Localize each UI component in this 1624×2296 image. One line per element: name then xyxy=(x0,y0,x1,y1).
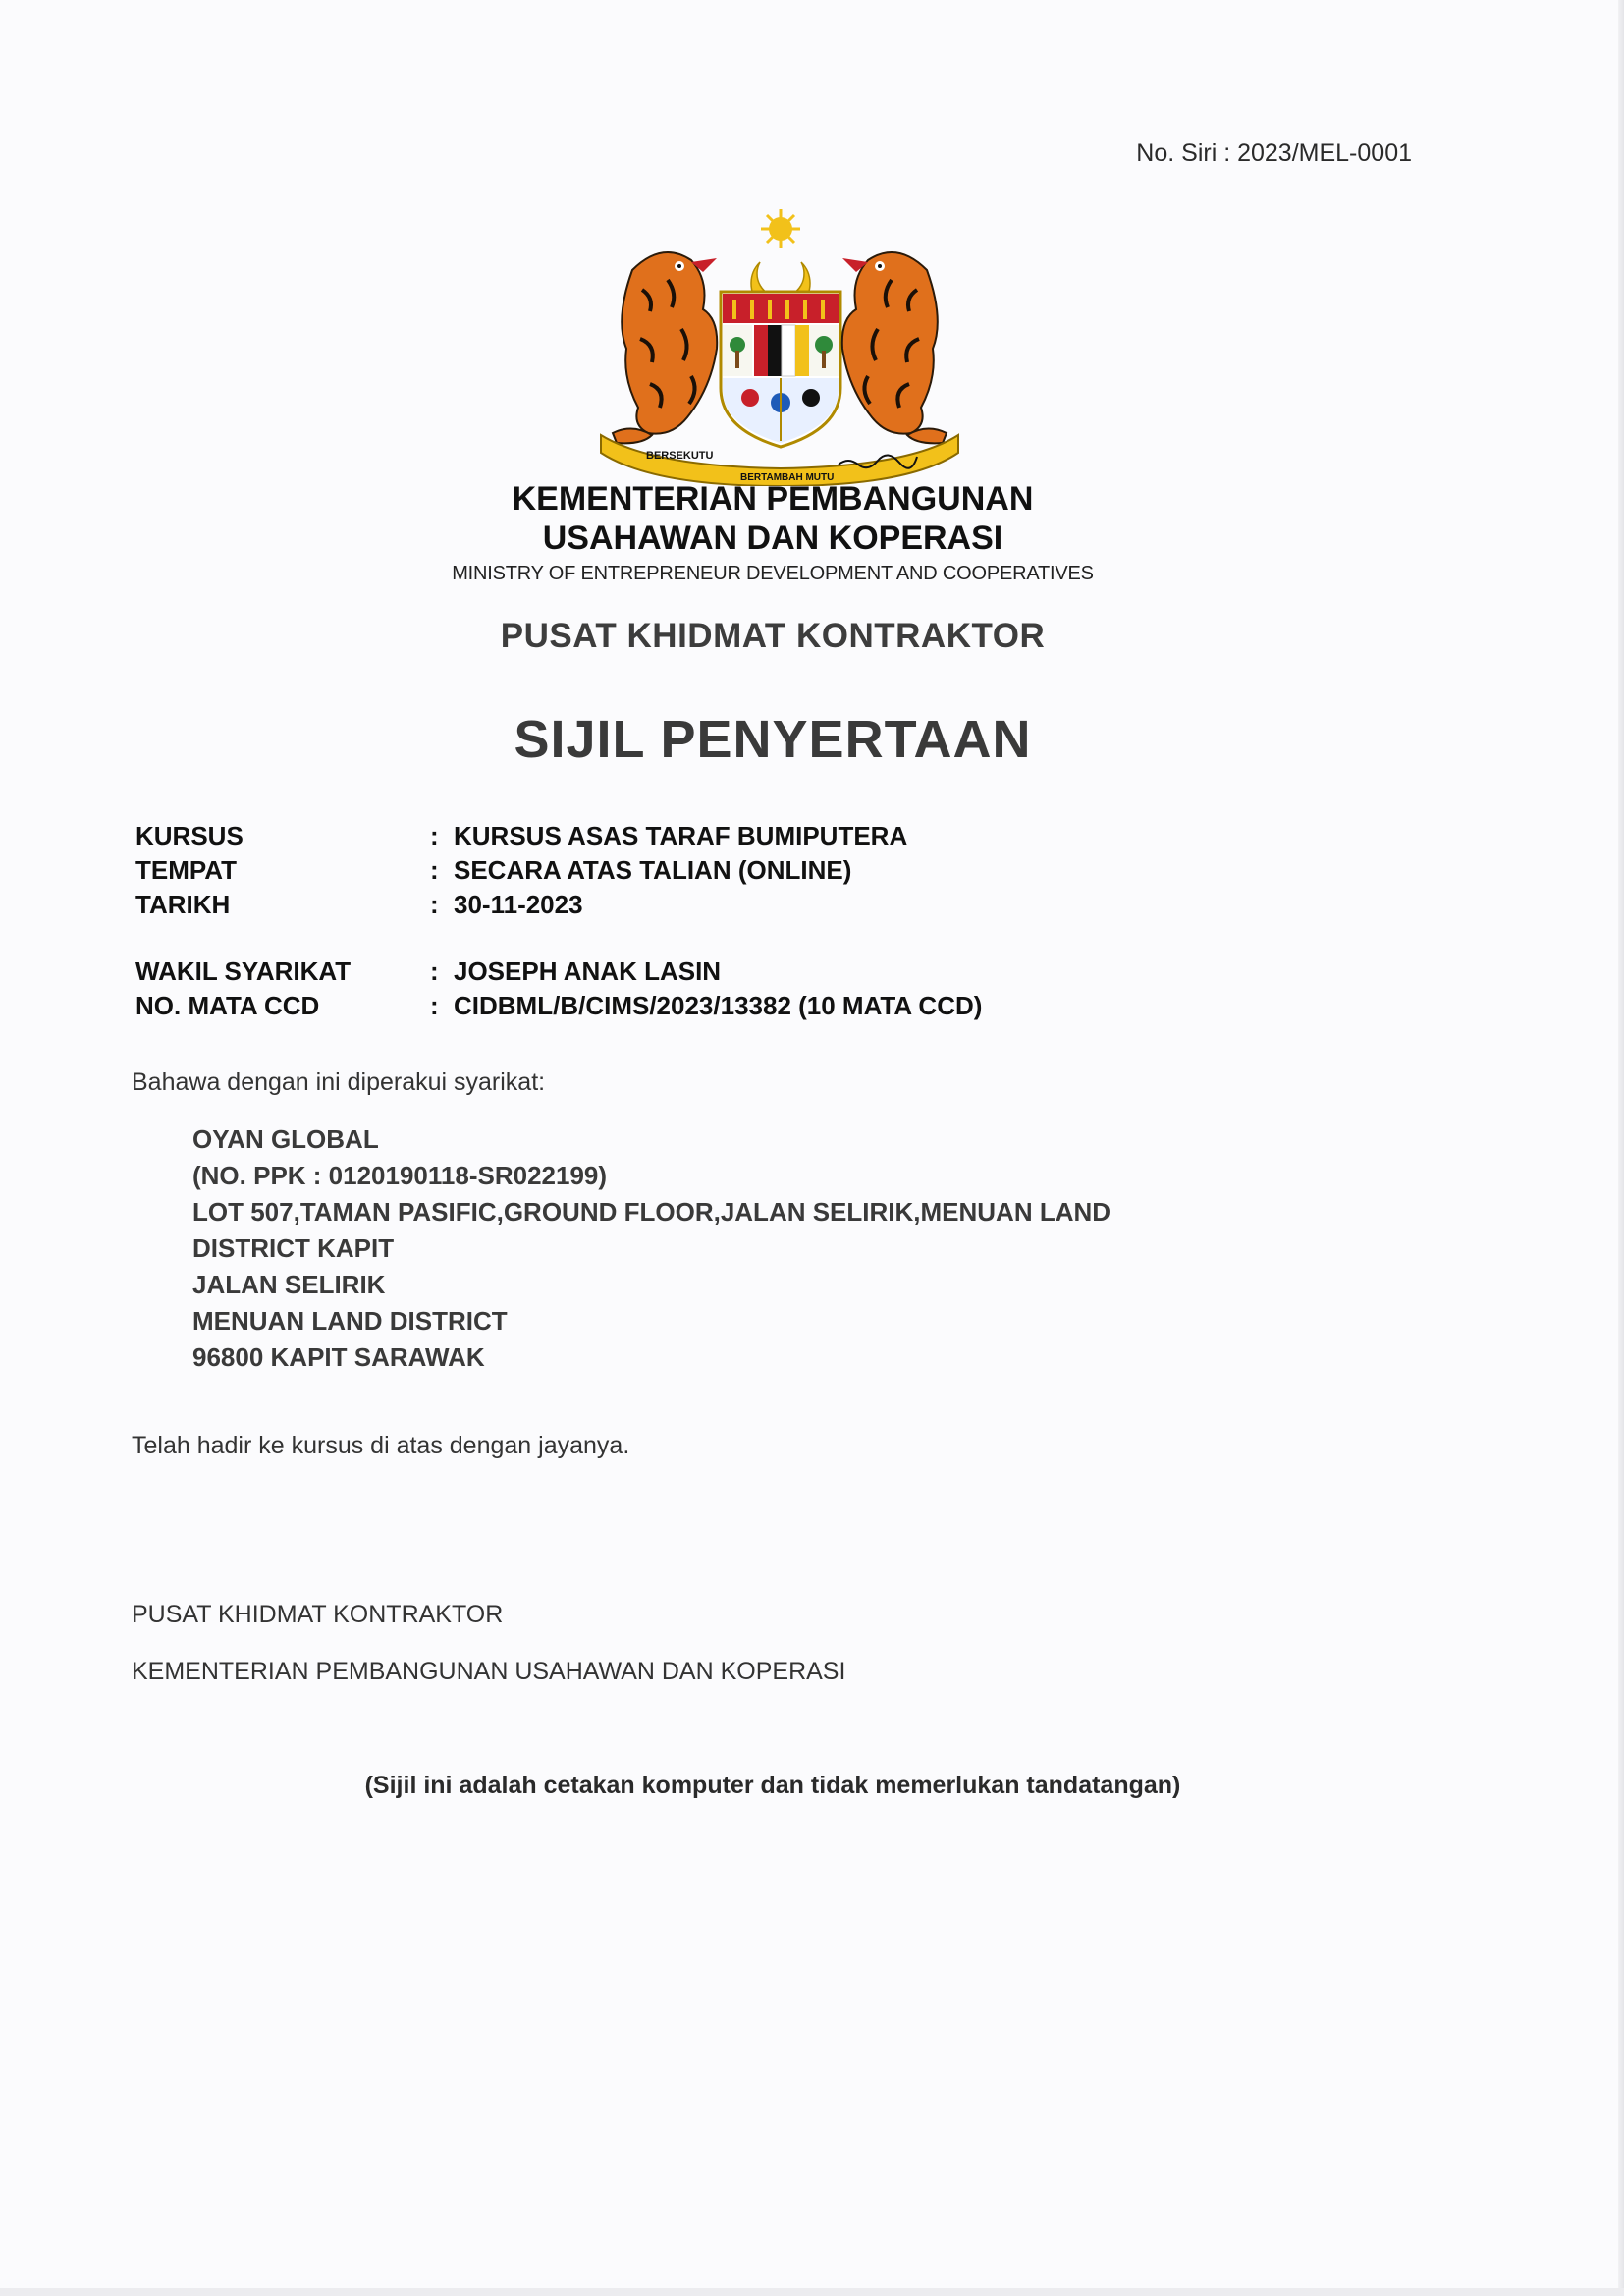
serial-number: No. Siri : 2023/MEL-0001 xyxy=(1136,139,1412,167)
motto-left-text: BERSEKUTU xyxy=(646,450,714,462)
left-tiger-icon xyxy=(613,252,717,443)
address-postcode: 96800 KAPIT SARAWAK xyxy=(192,1342,485,1372)
centre-title: PUSAT KHIDMAT KONTRAKTOR xyxy=(500,617,1046,655)
company-ppk-number: (NO. PPK : 0120190118-SR022199) xyxy=(192,1161,608,1190)
ministry-english-name: MINISTRY OF ENTREPRENEUR DEVELOPMENT AND COOPERATIVES xyxy=(452,563,1094,584)
field-label: KURSUS xyxy=(135,821,244,850)
field-value: CIDBML/B/CIMS/2023/13382 (10 MATA CCD) xyxy=(454,991,983,1020)
field-row-no-mata-ccd xyxy=(135,989,1412,1023)
field-row-wakil-syarikat xyxy=(135,955,1412,989)
shield-icon xyxy=(721,292,840,447)
course-details xyxy=(135,819,1412,1023)
field-colon: : xyxy=(430,890,439,919)
field-colon: : xyxy=(430,821,439,850)
field-value: JOSEPH ANAK LASIN xyxy=(454,957,722,986)
address-line: DISTRICT KAPIT xyxy=(192,1233,395,1263)
field-label: TARIKH xyxy=(135,890,231,919)
field-label: TEMPAT xyxy=(135,855,238,885)
computer-generated-note: (Sijil ini adalah cetakan komputer dan tidak memerlukan tandatangan) xyxy=(364,1772,1181,1799)
field-colon: : xyxy=(430,991,439,1020)
field-row-tarikh xyxy=(135,888,1412,922)
field-label: WAKIL SYARIKAT xyxy=(135,957,352,986)
certificate-title: SIJIL PENYERTAAN xyxy=(514,710,1032,769)
field-label: NO. MATA CCD xyxy=(135,991,320,1020)
scan-edge xyxy=(0,2288,1624,2296)
company-address xyxy=(192,1121,1371,1376)
certification-intro: Bahawa dengan ini diperakui syarikat: xyxy=(132,1068,546,1096)
attendance-statement: Telah hadir ke kursus di atas dengan jayanya. xyxy=(132,1432,630,1459)
ministry-line-1: KEMENTERIAN PEMBANGUNAN xyxy=(512,480,1034,518)
company-name: OYAN GLOBAL xyxy=(192,1124,379,1154)
signoff-ministry: KEMENTERIAN PEMBANGUNAN USAHAWAN DAN KOPERASI xyxy=(132,1658,846,1685)
field-value: 30-11-2023 xyxy=(454,890,583,919)
field-value: KURSUS ASAS TARAF BUMIPUTERA xyxy=(454,821,908,850)
motto-center-text: BERTAMBAH MUTU xyxy=(740,472,835,483)
malaysia-coat-of-arms-icon xyxy=(593,201,966,486)
field-value: SECARA ATAS TALIAN (ONLINE) xyxy=(454,855,852,885)
address-line: JALAN SELIRIK xyxy=(192,1270,386,1299)
field-colon: : xyxy=(430,855,439,885)
ministry-line-2: USAHAWAN DAN KOPERASI xyxy=(542,519,1003,557)
scan-edge xyxy=(1618,0,1624,2296)
ministry-name xyxy=(0,479,1545,558)
field-colon: : xyxy=(430,957,439,986)
field-row-tempat xyxy=(135,853,1412,888)
address-line: LOT 507,TAMAN PASIFIC,GROUND FLOOR,JALAN SELIRIK,MENUAN LAND xyxy=(192,1197,1111,1227)
address-line: MENUAN LAND DISTRICT xyxy=(192,1306,508,1336)
field-row-kursus xyxy=(135,819,1412,853)
signoff-centre: PUSAT KHIDMAT KONTRAKTOR xyxy=(132,1601,504,1628)
right-tiger-icon xyxy=(842,252,947,443)
